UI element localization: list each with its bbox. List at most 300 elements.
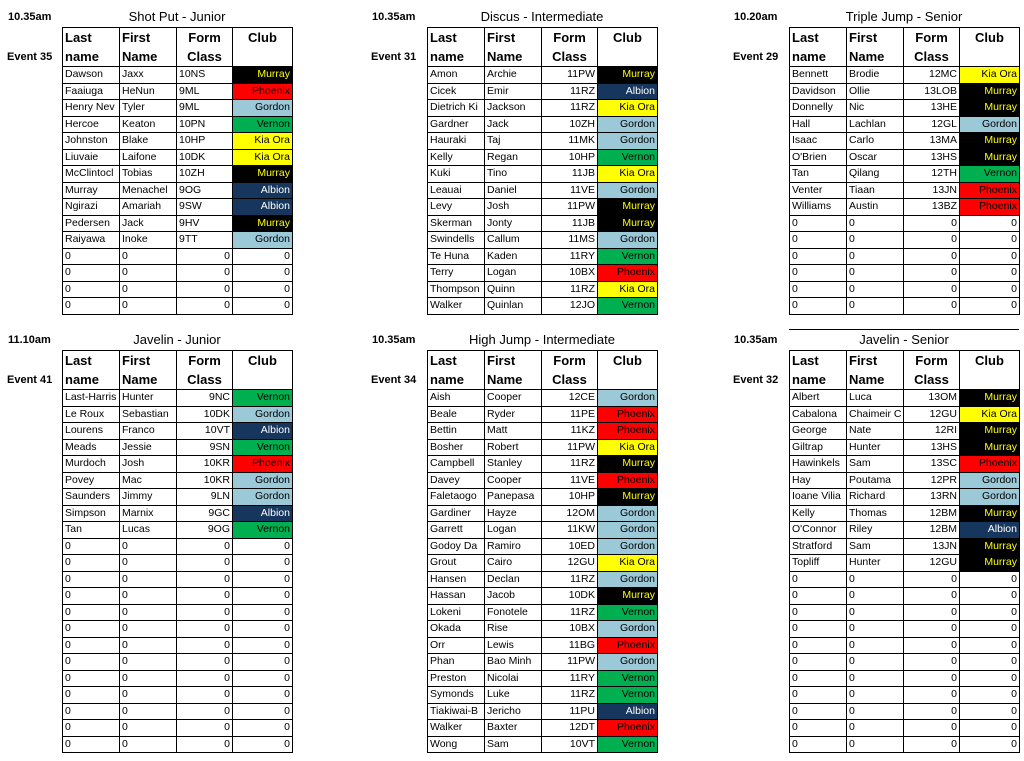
- first-name-cell: Tyler: [120, 100, 177, 117]
- event-number: Event 29: [733, 51, 779, 63]
- club-cell: Albion: [598, 83, 658, 100]
- table-row: [790, 703, 1020, 720]
- last-name-cell: Hercoe: [63, 116, 120, 133]
- first-name-cell: Chaimeir C: [847, 406, 904, 423]
- form-class-cell: 11RZ: [542, 687, 598, 704]
- form-class-cell: 11RY: [542, 670, 598, 687]
- first-name-cell: Robert: [485, 439, 542, 456]
- form-class-cell: 0: [177, 248, 233, 265]
- last-name-cell: 0: [790, 637, 847, 654]
- first-name-cell: Declan: [485, 571, 542, 588]
- form-class-cell: 0: [177, 571, 233, 588]
- first-name-cell: Logan: [485, 265, 542, 282]
- club-cell: Gordon: [598, 182, 658, 199]
- table-row: [428, 182, 658, 199]
- form-class-cell: 10DK: [542, 588, 598, 605]
- table-row: [63, 83, 293, 100]
- header-club: Club: [598, 351, 658, 371]
- table-row: [63, 588, 293, 605]
- first-name-cell: Inoke: [120, 232, 177, 249]
- event-number: Event 34: [371, 374, 417, 386]
- form-class-cell: 11PW: [542, 199, 598, 216]
- header-last: name: [63, 47, 120, 67]
- table-row: [63, 654, 293, 671]
- last-name-cell: Davey: [428, 472, 485, 489]
- table-row: [790, 604, 1020, 621]
- first-name-cell: 0: [847, 232, 904, 249]
- first-name-cell: 0: [120, 703, 177, 720]
- form-class-cell: 12TH: [904, 166, 960, 183]
- last-name-cell: Lourens: [63, 423, 120, 440]
- first-name-cell: 0: [120, 281, 177, 298]
- form-class-cell: 9TT: [177, 232, 233, 249]
- club-cell: Kia Ora: [960, 67, 1020, 84]
- form-class-cell: 12GU: [904, 555, 960, 572]
- header-row: [63, 370, 293, 390]
- first-name-cell: Keaton: [120, 116, 177, 133]
- event-time: 10.35am: [8, 11, 52, 23]
- table-row: [428, 720, 658, 737]
- last-name-cell: 0: [790, 248, 847, 265]
- first-name-cell: Austin: [847, 199, 904, 216]
- last-name-cell: 0: [63, 637, 120, 654]
- table-row: [790, 149, 1020, 166]
- first-name-cell: 0: [120, 687, 177, 704]
- last-name-cell: 0: [63, 687, 120, 704]
- club-cell: Murray: [233, 166, 293, 183]
- club-cell: Gordon: [960, 472, 1020, 489]
- table-row: [790, 265, 1020, 282]
- header-first: Name: [485, 47, 542, 67]
- header-first: Name: [847, 47, 904, 67]
- header-form: Form: [904, 28, 960, 48]
- first-name-cell: 0: [120, 538, 177, 555]
- first-name-cell: Qilang: [847, 166, 904, 183]
- first-name-cell: Nic: [847, 100, 904, 117]
- event-time: 11.10am: [8, 334, 51, 346]
- form-class-cell: 12CE: [542, 390, 598, 407]
- first-name-cell: Jaxx: [120, 67, 177, 84]
- club-cell: 0: [233, 687, 293, 704]
- event-title: Triple Jump - Senior: [845, 9, 963, 24]
- last-name-cell: 0: [63, 538, 120, 555]
- table-row: [63, 100, 293, 117]
- first-name-cell: Jimmy: [120, 489, 177, 506]
- club-cell: Murray: [598, 588, 658, 605]
- last-name-cell: Davidson: [790, 83, 847, 100]
- last-name-cell: Grout: [428, 555, 485, 572]
- last-name-cell: Te Huna: [428, 248, 485, 265]
- last-name-cell: Walker: [428, 298, 485, 315]
- table-row: [790, 166, 1020, 183]
- first-name-cell: 0: [847, 720, 904, 737]
- table-row: [63, 423, 293, 440]
- last-name-cell: Cabalona: [790, 406, 847, 423]
- table-row: [428, 670, 658, 687]
- last-name-cell: 0: [63, 265, 120, 282]
- last-name-cell: Dawson: [63, 67, 120, 84]
- first-name-cell: Regan: [485, 149, 542, 166]
- first-name-cell: Quinlan: [485, 298, 542, 315]
- entries-table: [427, 27, 658, 315]
- first-name-cell: Lachlan: [847, 116, 904, 133]
- last-name-cell: Raiyawa: [63, 232, 120, 249]
- header-first: First: [847, 351, 904, 371]
- form-class-cell: 9OG: [177, 522, 233, 539]
- form-class-cell: 0: [904, 637, 960, 654]
- first-name-cell: 0: [847, 670, 904, 687]
- club-cell: Murray: [598, 199, 658, 216]
- club-cell: Kia Ora: [960, 406, 1020, 423]
- last-name-cell: Faletaogo: [428, 489, 485, 506]
- last-name-cell: 0: [790, 687, 847, 704]
- first-name-cell: Nicolai: [485, 670, 542, 687]
- header-last: Last: [63, 28, 120, 48]
- club-cell: Gordon: [598, 621, 658, 638]
- event-time: 10.35am: [372, 334, 416, 346]
- last-name-cell: Murray: [63, 182, 120, 199]
- table-row: [428, 637, 658, 654]
- club-cell: Phoenix: [233, 456, 293, 473]
- form-class-cell: 12PR: [904, 472, 960, 489]
- form-class-cell: 0: [177, 654, 233, 671]
- first-name-cell: 0: [847, 571, 904, 588]
- form-class-cell: 11KZ: [542, 423, 598, 440]
- club-cell: Murray: [233, 67, 293, 84]
- table-row: [790, 423, 1020, 440]
- form-class-cell: 13JN: [904, 182, 960, 199]
- last-name-cell: 0: [790, 215, 847, 232]
- first-name-cell: Quinn: [485, 281, 542, 298]
- last-name-cell: Thompson: [428, 281, 485, 298]
- table-row: [790, 133, 1020, 150]
- first-name-cell: Jessie: [120, 439, 177, 456]
- form-class-cell: 12OM: [542, 505, 598, 522]
- form-class-cell: 0: [177, 298, 233, 315]
- club-cell: 0: [233, 654, 293, 671]
- first-name-cell: Tobias: [120, 166, 177, 183]
- table-row: [790, 687, 1020, 704]
- first-name-cell: 0: [847, 654, 904, 671]
- header-row: [63, 47, 293, 67]
- first-name-cell: Jack: [120, 215, 177, 232]
- last-name-cell: 0: [790, 571, 847, 588]
- last-name-cell: Swindells: [428, 232, 485, 249]
- header-form: Class: [177, 47, 233, 67]
- table-row: [63, 687, 293, 704]
- table-row: [790, 489, 1020, 506]
- first-name-cell: 0: [847, 736, 904, 753]
- header-first: Name: [120, 370, 177, 390]
- last-name-cell: Amon: [428, 67, 485, 84]
- table-row: [63, 406, 293, 423]
- first-name-cell: Panepasa: [485, 489, 542, 506]
- club-cell: Vernon: [233, 390, 293, 407]
- event-title: Javelin - Senior: [859, 332, 949, 347]
- form-class-cell: 0: [904, 687, 960, 704]
- form-class-cell: 10PN: [177, 116, 233, 133]
- club-cell: Albion: [960, 522, 1020, 539]
- first-name-cell: Jericho: [485, 703, 542, 720]
- header-form: Form: [542, 351, 598, 371]
- last-name-cell: Meads: [63, 439, 120, 456]
- first-name-cell: Tino: [485, 166, 542, 183]
- form-class-cell: 0: [904, 736, 960, 753]
- first-name-cell: 0: [120, 588, 177, 605]
- form-class-cell: 0: [904, 720, 960, 737]
- table-row: [63, 67, 293, 84]
- first-name-cell: HeNun: [120, 83, 177, 100]
- form-class-cell: 13JN: [904, 538, 960, 555]
- form-class-cell: 0: [177, 588, 233, 605]
- table-row: [428, 232, 658, 249]
- last-name-cell: 0: [63, 298, 120, 315]
- club-cell: 0: [233, 588, 293, 605]
- table-row: [428, 166, 658, 183]
- last-name-cell: 0: [790, 232, 847, 249]
- club-cell: Gordon: [598, 538, 658, 555]
- form-class-cell: 0: [177, 265, 233, 282]
- club-cell: Gordon: [233, 489, 293, 506]
- header-first: First: [485, 28, 542, 48]
- table-row: [428, 489, 658, 506]
- first-name-cell: 0: [847, 281, 904, 298]
- last-name-cell: Ngirazi: [63, 199, 120, 216]
- form-class-cell: 10DK: [177, 149, 233, 166]
- table-row: [790, 248, 1020, 265]
- first-name-cell: Hayze: [485, 505, 542, 522]
- header-row: [790, 351, 1020, 371]
- form-class-cell: 0: [904, 604, 960, 621]
- form-class-cell: 0: [904, 281, 960, 298]
- last-name-cell: 0: [63, 248, 120, 265]
- header-club-blank: [960, 370, 1020, 390]
- table-row: [63, 116, 293, 133]
- first-name-cell: Luke: [485, 687, 542, 704]
- form-class-cell: 0: [904, 265, 960, 282]
- table-row: [790, 232, 1020, 249]
- table-row: [63, 522, 293, 539]
- first-name-cell: Fonotele: [485, 604, 542, 621]
- table-row: [63, 489, 293, 506]
- table-row: [63, 621, 293, 638]
- form-class-cell: 11RY: [542, 248, 598, 265]
- table-row: [790, 182, 1020, 199]
- header-row: [790, 28, 1020, 48]
- form-class-cell: 13HS: [904, 439, 960, 456]
- table-row: [63, 538, 293, 555]
- table-row: [63, 298, 293, 315]
- form-class-cell: 0: [904, 703, 960, 720]
- club-cell: Gordon: [233, 472, 293, 489]
- last-name-cell: 0: [63, 571, 120, 588]
- form-class-cell: 10VT: [542, 736, 598, 753]
- table-row: [428, 687, 658, 704]
- table-row: [63, 390, 293, 407]
- last-name-cell: O'Connor: [790, 522, 847, 539]
- header-first: First: [120, 351, 177, 371]
- club-cell: Phoenix: [960, 182, 1020, 199]
- header-first: First: [485, 351, 542, 371]
- table-row: [428, 703, 658, 720]
- table-row: [428, 406, 658, 423]
- club-cell: Gordon: [598, 505, 658, 522]
- first-name-cell: Ramiro: [485, 538, 542, 555]
- form-class-cell: 12RI: [904, 423, 960, 440]
- event-time: 10.35am: [734, 334, 778, 346]
- club-cell: Albion: [233, 182, 293, 199]
- club-cell: Murray: [960, 505, 1020, 522]
- first-name-cell: 0: [847, 248, 904, 265]
- header-row: [790, 47, 1020, 67]
- form-class-cell: 9LN: [177, 489, 233, 506]
- table-row: [790, 538, 1020, 555]
- header-row: [428, 28, 658, 48]
- club-cell: 0: [233, 621, 293, 638]
- form-class-cell: 11VE: [542, 472, 598, 489]
- club-cell: Vernon: [960, 166, 1020, 183]
- table-row: [63, 281, 293, 298]
- first-name-cell: Jonty: [485, 215, 542, 232]
- table-row: [63, 166, 293, 183]
- club-cell: Gordon: [598, 116, 658, 133]
- club-cell: Murray: [960, 538, 1020, 555]
- club-cell: 0: [233, 571, 293, 588]
- first-name-cell: Archie: [485, 67, 542, 84]
- first-name-cell: Cooper: [485, 472, 542, 489]
- form-class-cell: 12DT: [542, 720, 598, 737]
- first-name-cell: Poutama: [847, 472, 904, 489]
- table-row: [63, 248, 293, 265]
- table-row: [428, 588, 658, 605]
- club-cell: Murray: [960, 390, 1020, 407]
- header-row: [63, 351, 293, 371]
- club-cell: Gordon: [598, 654, 658, 671]
- club-cell: 0: [960, 637, 1020, 654]
- header-row: [428, 351, 658, 371]
- first-name-cell: Tiaan: [847, 182, 904, 199]
- form-class-cell: 11RZ: [542, 281, 598, 298]
- first-name-cell: Menachel: [120, 182, 177, 199]
- club-cell: Murray: [960, 133, 1020, 150]
- header-form: Class: [542, 370, 598, 390]
- last-name-cell: 0: [790, 621, 847, 638]
- first-name-cell: Josh: [485, 199, 542, 216]
- last-name-cell: Aish: [428, 390, 485, 407]
- club-cell: Gordon: [233, 232, 293, 249]
- header-club-blank: [233, 370, 293, 390]
- first-name-cell: Emir: [485, 83, 542, 100]
- last-name-cell: Tan: [63, 522, 120, 539]
- form-class-cell: 10HP: [542, 489, 598, 506]
- club-cell: 0: [960, 736, 1020, 753]
- club-cell: 0: [233, 281, 293, 298]
- title-rule: [789, 329, 1019, 330]
- last-name-cell: Dietrich Ki: [428, 100, 485, 117]
- first-name-cell: Amariah: [120, 199, 177, 216]
- first-name-cell: Lewis: [485, 637, 542, 654]
- first-name-cell: Logan: [485, 522, 542, 539]
- last-name-cell: Simpson: [63, 505, 120, 522]
- table-row: [790, 199, 1020, 216]
- club-cell: Gordon: [233, 406, 293, 423]
- first-name-cell: 0: [847, 637, 904, 654]
- form-class-cell: 11PU: [542, 703, 598, 720]
- last-name-cell: Isaac: [790, 133, 847, 150]
- table-row: [63, 670, 293, 687]
- last-name-cell: Gardiner: [428, 505, 485, 522]
- last-name-cell: Skerman: [428, 215, 485, 232]
- form-class-cell: 10ZH: [542, 116, 598, 133]
- last-name-cell: Levy: [428, 199, 485, 216]
- first-name-cell: Kaden: [485, 248, 542, 265]
- last-name-cell: Kuki: [428, 166, 485, 183]
- table-row: [428, 522, 658, 539]
- table-row: [428, 215, 658, 232]
- header-last: Last: [790, 28, 847, 48]
- club-cell: Phoenix: [598, 265, 658, 282]
- first-name-cell: 0: [847, 703, 904, 720]
- table-row: [63, 439, 293, 456]
- club-cell: Albion: [233, 199, 293, 216]
- club-cell: Murray: [598, 67, 658, 84]
- first-name-cell: Sam: [847, 538, 904, 555]
- event-number: Event 41: [7, 374, 53, 386]
- form-class-cell: 0: [904, 654, 960, 671]
- first-name-cell: Jackson: [485, 100, 542, 117]
- header-row: [428, 47, 658, 67]
- last-name-cell: Tan: [790, 166, 847, 183]
- form-class-cell: 12GL: [904, 116, 960, 133]
- header-club: Club: [233, 351, 293, 371]
- last-name-cell: George: [790, 423, 847, 440]
- club-cell: Kia Ora: [233, 133, 293, 150]
- last-name-cell: Hauraki: [428, 133, 485, 150]
- header-first: First: [120, 28, 177, 48]
- first-name-cell: Ryder: [485, 406, 542, 423]
- club-cell: Phoenix: [960, 456, 1020, 473]
- club-cell: Kia Ora: [598, 555, 658, 572]
- last-name-cell: Giltrap: [790, 439, 847, 456]
- event-title: Javelin - Junior: [133, 332, 221, 347]
- last-name-cell: 0: [63, 670, 120, 687]
- header-first: Name: [847, 370, 904, 390]
- table-row: [790, 456, 1020, 473]
- header-last: Last: [63, 351, 120, 371]
- club-cell: Vernon: [598, 149, 658, 166]
- club-cell: Vernon: [598, 248, 658, 265]
- form-class-cell: 0: [904, 670, 960, 687]
- first-name-cell: 0: [120, 298, 177, 315]
- first-name-cell: 0: [847, 604, 904, 621]
- table-row: [63, 133, 293, 150]
- form-class-cell: 13MA: [904, 133, 960, 150]
- club-cell: 0: [233, 265, 293, 282]
- table-row: [790, 571, 1020, 588]
- club-cell: Kia Ora: [598, 166, 658, 183]
- table-row: [63, 232, 293, 249]
- table-row: [428, 423, 658, 440]
- club-cell: 0: [960, 687, 1020, 704]
- event-title: Discus - Intermediate: [480, 9, 604, 24]
- first-name-cell: 0: [847, 588, 904, 605]
- first-name-cell: 0: [120, 736, 177, 753]
- club-cell: Murray: [960, 100, 1020, 117]
- table-row: [63, 472, 293, 489]
- last-name-cell: Murdoch: [63, 456, 120, 473]
- last-name-cell: 0: [790, 654, 847, 671]
- club-cell: Phoenix: [598, 637, 658, 654]
